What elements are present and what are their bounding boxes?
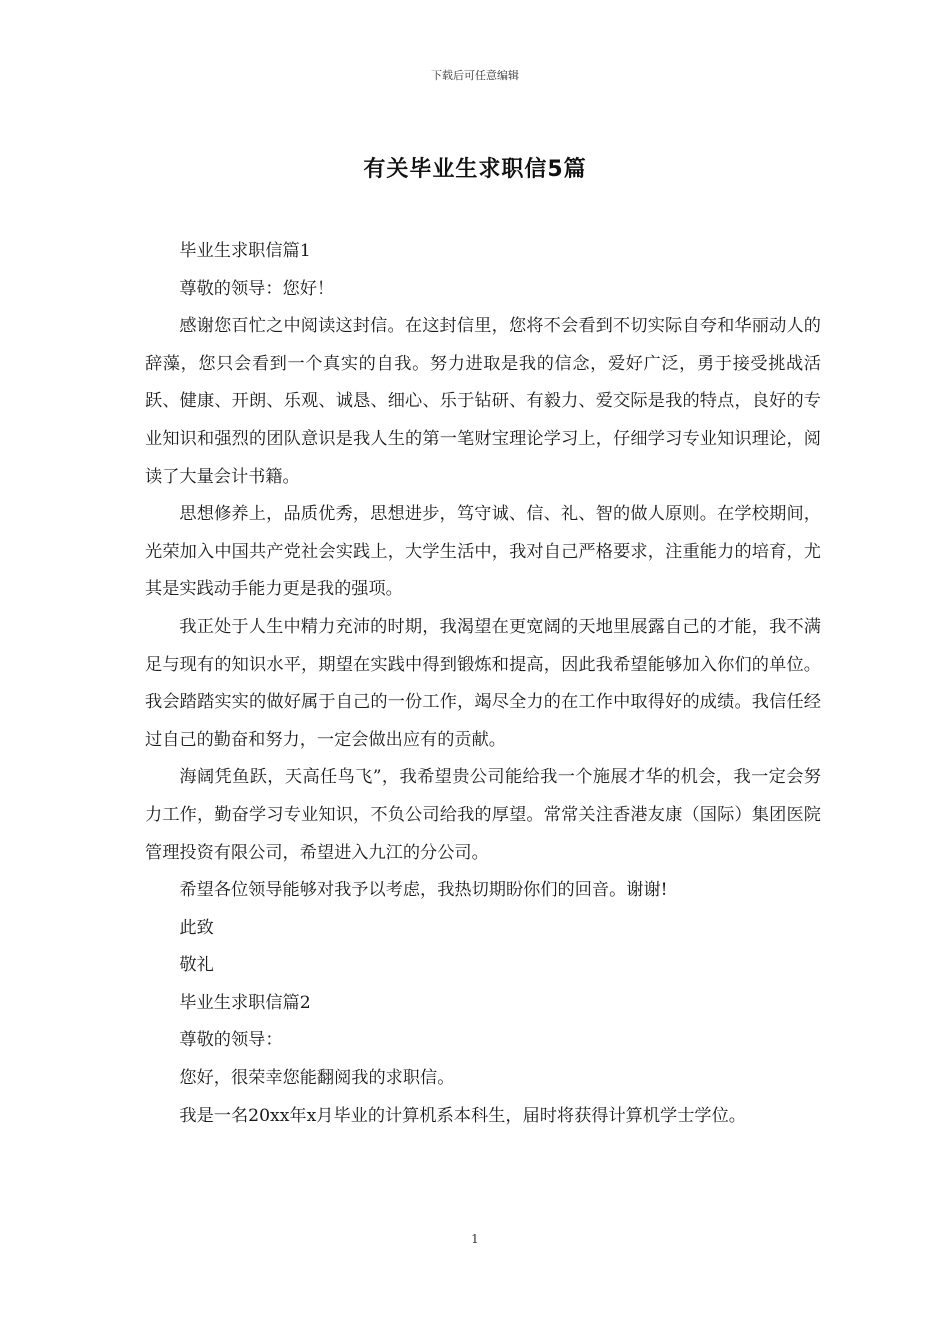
paragraph: 我正处于人生中精力充沛的时期，我渴望在更宽阔的天地里展露自己的才能，我不满足与现有的知识水平，期望在实践中得到锻炼和提高，因此我希望能够加入你们的单位。我会踏踏实实的做好属于自己的一份工作，竭尽全力的在工作中取得好的成绩。我信任经过自己的勤奋和努力，一定会做出应有的贡献。 [145,616,821,750]
salutation-1: 尊敬的领导：您好！ [179,278,335,299]
paragraph: 海阔凭鱼跃，天高任鸟飞”，我希望贵公司能给我一个施展才华的机会，我一定会努力工作，勤奋学习专业知识，不负公司给我的厚望。常常关注香港友康（国际）集团医院管理投资有限公司，希望进入九江的分公司。 [145,767,821,863]
paragraph: 我是一名20xx年x月毕业的计算机系本科生，届时将获得计算机学士学位。 [179,1105,746,1126]
closing-line: 此致 [179,917,214,938]
header-note: 下载后可任意编辑 [431,69,519,82]
document-title: 有关毕业生求职信5篇 [363,157,587,182]
page-number: 1 [471,1232,479,1246]
document-body [145,233,821,1135]
paragraph: 希望各位领导能够对我予以考虑，我热切期盼你们的回音。谢谢! [179,880,668,901]
paragraph: 感谢您百忙之中阅读这封信。在这封信里，您将不会看到不切实际自夸和华丽动人的辞藻，您只会看到一个真实的自我。努力进取是我的信念，爱好广泛，勇于接受挑战活跃、健康、开朗、乐观、诚恳、细心、乐于钻研、有毅力、爱交际是我的特点，良好的专业知识和强烈的团队意识是我人生的第一笔财宝理论学习上，仔细学习专业知识理论，阅读了大量会计书籍。 [145,316,821,487]
paragraph: 思想修养上，品质优秀，思想进步，笃守诚、信、礼、智的做人原则。在学校期间，光荣加入中国共产党社会实践上，大学生活中，我对自己严格要求，注重能力的培育，尤其是实践动手能力更是我的强项。 [145,504,821,600]
section-heading-2: 毕业生求职信篇2 [179,992,311,1013]
closing-line: 敬礼 [179,955,214,976]
paragraph: 您好，很荣幸您能翻阅我的求职信。 [179,1068,455,1089]
section-heading-1: 毕业生求职信篇1 [179,241,311,261]
salutation-2: 尊敬的领导： [179,1030,283,1051]
